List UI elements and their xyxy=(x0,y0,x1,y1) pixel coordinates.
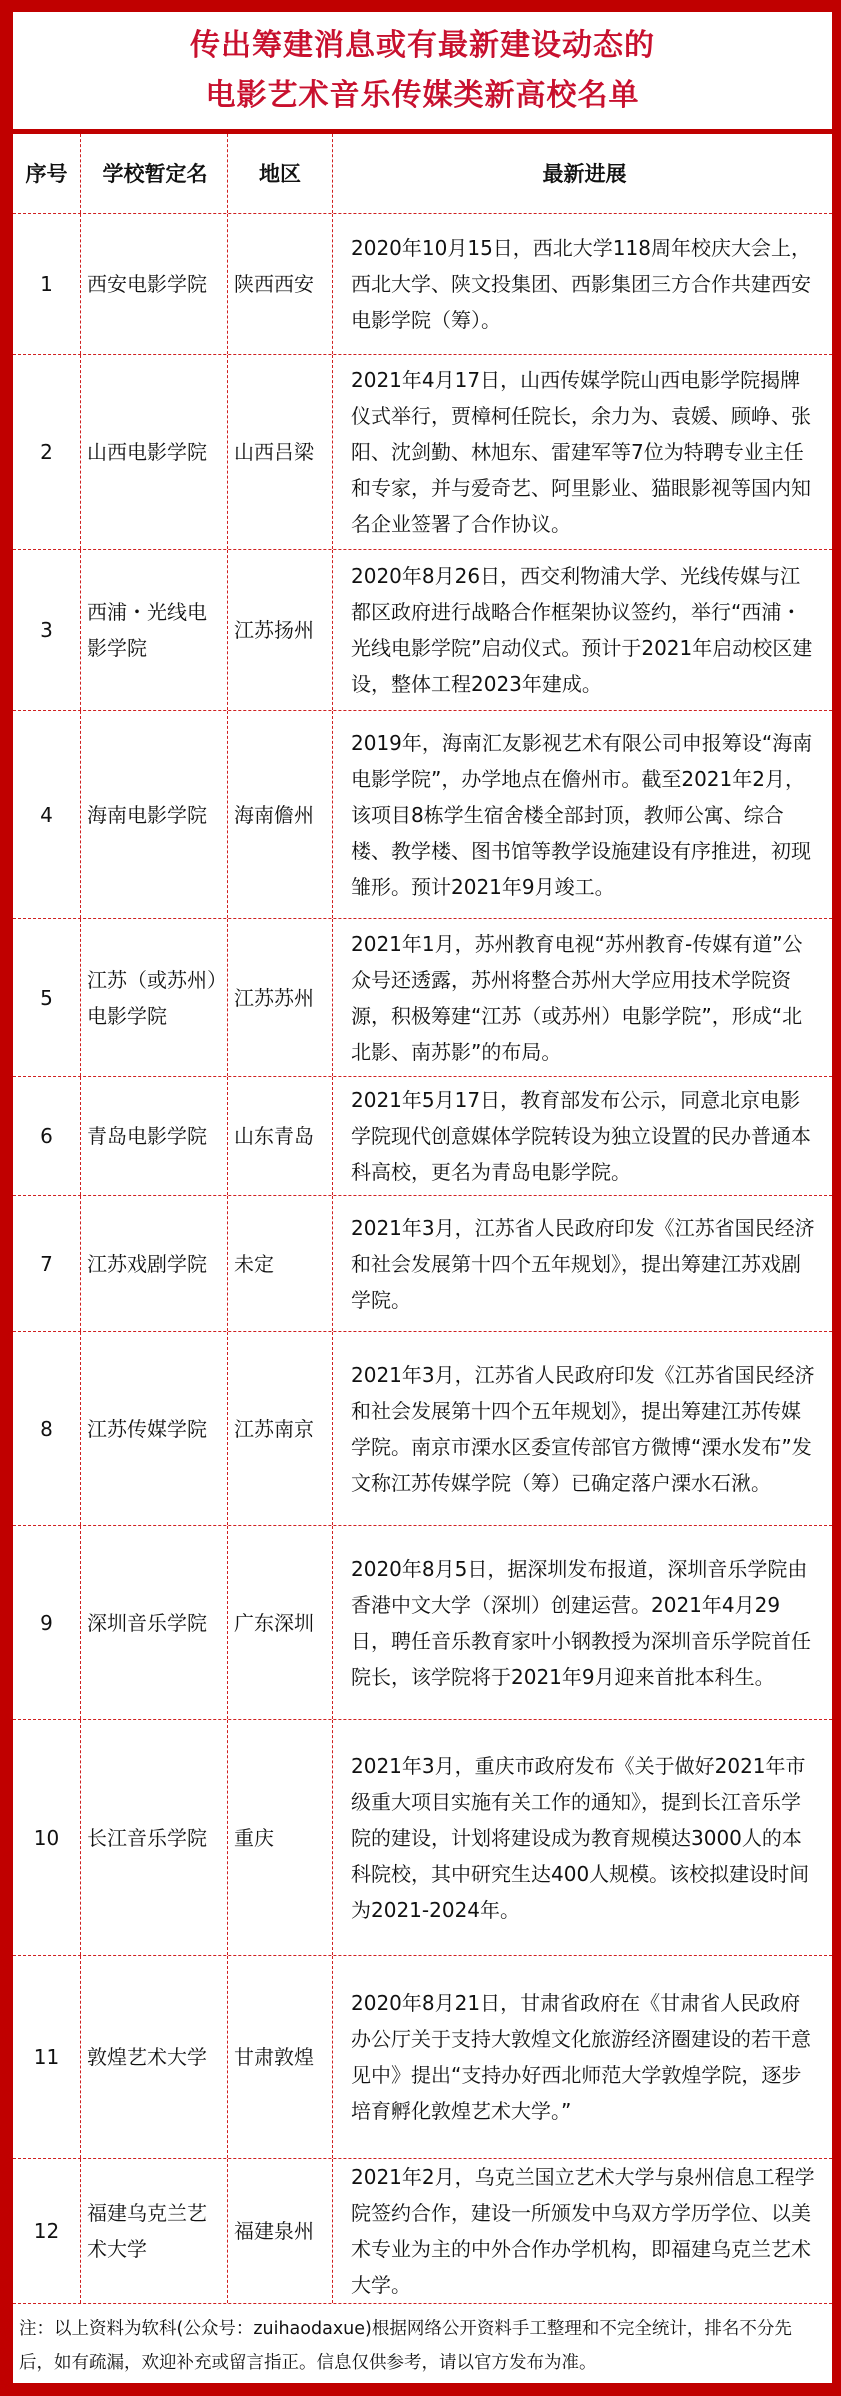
table-row xyxy=(13,1526,832,1720)
header-name: 学校暂定名 xyxy=(81,134,228,213)
region: 海南儋州 xyxy=(228,711,333,918)
table-row xyxy=(13,2159,832,2304)
table-row xyxy=(13,1956,832,2159)
table-header xyxy=(13,134,832,214)
header-progress: 最新进展 xyxy=(542,161,627,186)
region: 未定 xyxy=(228,1196,333,1331)
region: 山东青岛 xyxy=(228,1077,333,1195)
progress-text: 2020年10月15日，西北大学118周年校庆大会上，西北大学、陕文投集团、西影集团三方合作共建西安电影学院（筹）。 xyxy=(351,236,811,332)
region: 甘肃敦煌 xyxy=(228,1956,333,2158)
progress-text: 2021年5月17日，教育部发布公示，同意北京电影学院现代创意媒体学院转设为独立设置的民办普通本科高校，更名为青岛电影学院。 xyxy=(351,1088,811,1184)
progress-text: 2021年4月17日，山西传媒学院山西电影学院揭牌仪式举行，贾樟柯任院长，余力为、袁媛、顾峥、张阳、沈剑勤、林旭东、雷建军等7位为特聘专业主任和专家，并与爱奇艺、阿里影业、猫眼影视等国内知名企业签署了合作协议。 xyxy=(351,368,811,536)
progress-text: 2021年1月，苏州教育电视“苏州教育-传媒有道”公众号还透露，苏州将整合苏州大学应用技术学院资源，积极筹建“江苏（或苏州）电影学院”，形成“北北影、南苏影”的布局。 xyxy=(351,931,803,1064)
progress-text: 2021年3月，江苏省人民政府印发《江苏省国民经济和社会发展第十四个五年规划》，提出筹建江苏戏剧学院。 xyxy=(351,1215,815,1312)
progress-text: 2019年，海南汇友影视艺术有限公司申报筹设“海南电影学院”，办学地点在儋州市。截至2021年2月，该项目8栋学生宿舍楼全部封顶，教师公寓、综合楼、教学楼、图书馆等教学设施建设有序推进，初现雏形。预计2021年9月竣工。 xyxy=(351,730,813,899)
header-no: 序号 xyxy=(13,134,81,213)
table-row xyxy=(13,1077,832,1196)
table-row xyxy=(13,1196,832,1332)
school-name: 江苏（或苏州）电影学院 xyxy=(81,919,228,1076)
progress-text: 2020年8月5日，据深圳发布报道，深圳音乐学院由香港中文大学（深圳）创建运营。2021年4月29日，聘任音乐教育家叶小钢教授为深圳音乐学院首任院长，该学院将于2021年9月迎来首批本科生。 xyxy=(351,1556,811,1689)
header-region: 地区 xyxy=(228,134,333,213)
row-number: 10 xyxy=(13,1720,81,1955)
school-name: 西安电影学院 xyxy=(81,214,228,354)
row-number: 3 xyxy=(13,550,81,710)
region: 江苏扬州 xyxy=(228,550,333,710)
progress-text: 2021年3月，重庆市政府发布《关于做好2021年市级重大项目实施有关工作的通知》，提到长江音乐学院的建设，计划将建设成为教育规模达3000人的本科院校，其中研究生达400人规模。该校拟建设时间为2021-2024年。 xyxy=(351,1753,810,1922)
region: 广东深圳 xyxy=(228,1526,333,1719)
region: 陕西西安 xyxy=(228,214,333,354)
region: 福建泉州 xyxy=(228,2159,333,2303)
school-name: 青岛电影学院 xyxy=(81,1077,228,1195)
row-number: 4 xyxy=(13,711,81,918)
school-name: 福建乌克兰艺术大学 xyxy=(81,2159,228,2303)
title-line-2: 电影艺术音乐传媒类新高校名单 xyxy=(205,77,640,113)
school-name: 敦煌艺术大学 xyxy=(81,1956,228,2158)
school-name: 山西电影学院 xyxy=(81,355,228,549)
table-row xyxy=(13,550,832,711)
progress-text: 2021年3月，江苏省人民政府印发《江苏省国民经济和社会发展第十四个五年规划》，提出筹建江苏传媒学院。南京市溧水区委宣传部官方微博“溧水发布”发文称江苏传媒学院（筹）已确定落户溧水石湫。 xyxy=(351,1362,815,1495)
row-number: 7 xyxy=(13,1196,81,1331)
table-row xyxy=(13,355,832,550)
school-name: 江苏传媒学院 xyxy=(81,1332,228,1525)
page-title xyxy=(13,12,832,134)
progress-text: 2020年8月26日，西交利物浦大学、光线传媒与江都区政府进行战略合作框架协议签约，举行“西浦・光线电影学院”启动仪式。预计于2021年启动校区建设，整体工程2023年建成。 xyxy=(351,564,813,696)
table-row xyxy=(13,1720,832,1956)
progress-text: 2020年8月21日，甘肃省政府在《甘肃省人民政府办公厅关于支持大敦煌文化旅游经济圈建设的若干意见中》提出“支持办好西北师范大学敦煌学院，逐步培育孵化敦煌艺术大学。” xyxy=(351,1991,811,2123)
school-name: 深圳音乐学院 xyxy=(81,1526,228,1719)
region: 江苏苏州 xyxy=(228,919,333,1076)
row-number: 11 xyxy=(13,1956,81,2158)
progress-text: 2021年2月，乌克兰国立艺术大学与泉州信息工程学院签约合作，建设一所颁发中乌双方学历学位、以美术专业为主的中外合作办学机构，即福建乌克兰艺术大学。 xyxy=(351,2165,815,2297)
table-row xyxy=(13,214,832,355)
school-name: 江苏戏剧学院 xyxy=(81,1196,228,1331)
row-number: 12 xyxy=(13,2159,81,2303)
row-number: 5 xyxy=(13,919,81,1076)
table-row xyxy=(13,1332,832,1526)
region: 山西吕梁 xyxy=(228,355,333,549)
table-row xyxy=(13,711,832,919)
row-number: 6 xyxy=(13,1077,81,1195)
table-row xyxy=(13,919,832,1077)
region: 重庆 xyxy=(228,1720,333,1955)
region: 江苏南京 xyxy=(228,1332,333,1525)
row-number: 9 xyxy=(13,1526,81,1719)
school-name: 西浦・光线电影学院 xyxy=(81,550,228,710)
school-list-sheet xyxy=(13,12,832,2383)
row-number: 8 xyxy=(13,1332,81,1525)
title-line-1: 传出筹建消息或有最新建设动态的 xyxy=(190,27,655,63)
row-number: 2 xyxy=(13,355,81,549)
row-number: 1 xyxy=(13,214,81,354)
school-name: 长江音乐学院 xyxy=(81,1720,228,1955)
footnote: 注：以上资料为软科(公众号：zuihaodaxue)根据网络公开资料手工整理和不完全统计，排名不分先后，如有疏漏，欢迎补充或留言指正。信息仅供参考，请以官方发布为准。 xyxy=(19,2319,792,2373)
table-body xyxy=(13,214,832,2304)
school-name: 海南电影学院 xyxy=(81,711,228,918)
